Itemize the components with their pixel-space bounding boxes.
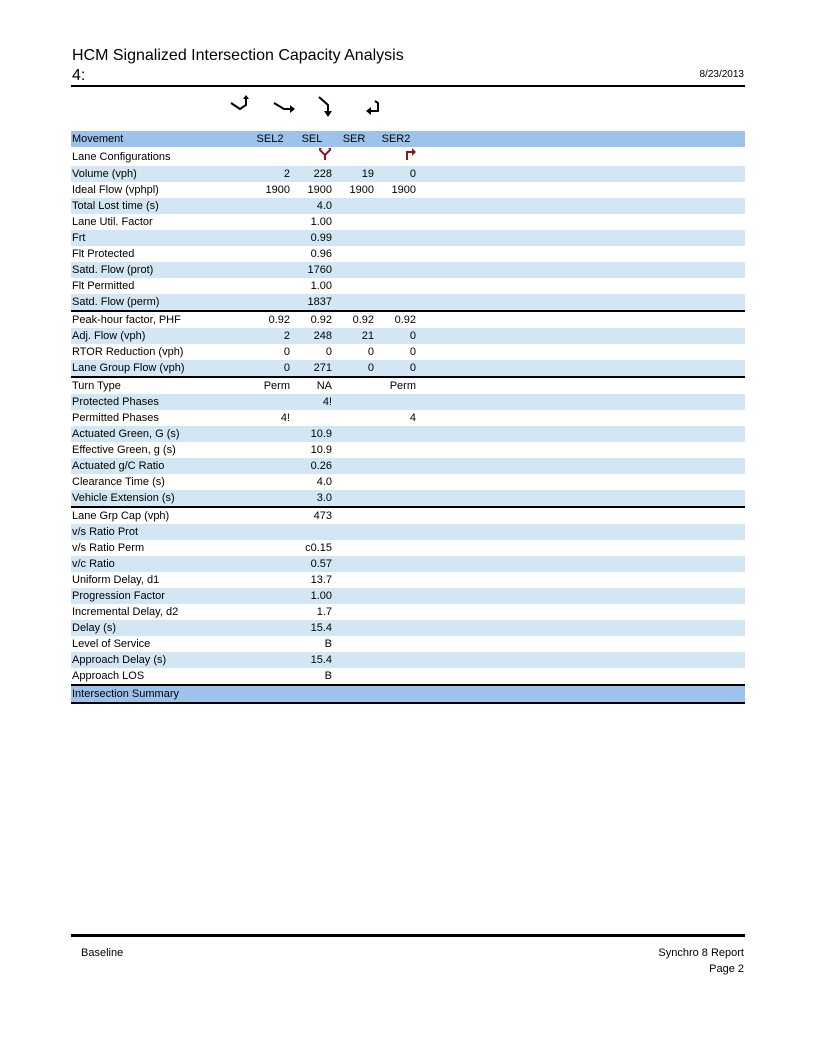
- cell-value: [250, 556, 292, 572]
- row-label: Permitted Phases: [72, 412, 159, 424]
- row-label: Clearance Time (s): [72, 476, 165, 488]
- cell-value: [376, 474, 418, 490]
- cell-value: 1900: [265, 184, 290, 196]
- cell-value: [376, 262, 418, 278]
- cell-value: [376, 588, 418, 604]
- cell-value: [250, 394, 292, 410]
- cell-value: [334, 572, 376, 588]
- cell-value: 2: [250, 166, 292, 182]
- cell-value: [376, 246, 418, 262]
- row-label: Effective Green, g (s): [72, 444, 176, 456]
- row-label: Actuated g/C Ratio: [71, 458, 216, 474]
- row-label: Lane Grp Cap (vph): [71, 507, 216, 524]
- row-label: v/s Ratio Prot: [71, 524, 216, 540]
- cell-value: 4!: [280, 412, 290, 424]
- table-row: [71, 572, 745, 588]
- row-label: Ideal Flow (vphpl): [72, 184, 159, 196]
- bear-right-icon: [272, 93, 296, 123]
- cell-value: 1.00: [310, 216, 332, 228]
- column-header: SER2: [376, 131, 418, 147]
- cell-value: [250, 507, 292, 524]
- row-label: Uniform Delay, d1: [72, 574, 160, 586]
- cell-value: 0: [367, 346, 374, 358]
- cell-value: [250, 278, 292, 294]
- table-row: [71, 540, 745, 556]
- cell-value: [376, 572, 418, 588]
- intersection-id: 4:: [72, 67, 86, 84]
- cell-value: 10.9: [310, 444, 332, 456]
- movement-icons: [0, 93, 816, 123]
- cell-value: 0.96: [310, 248, 332, 260]
- cell-value: 0: [376, 166, 418, 182]
- cell-value: 1.00: [292, 588, 334, 604]
- footer-page: Page 2: [709, 963, 744, 975]
- cell-value: [376, 620, 418, 636]
- cell-value: [250, 246, 292, 262]
- u-turn-right-icon: [361, 93, 385, 123]
- cell-value: [334, 262, 376, 278]
- cell-value: [334, 474, 376, 490]
- row-label: Vehicle Extension (s): [71, 490, 216, 507]
- cell-value: [334, 230, 376, 246]
- cell-value: [250, 230, 292, 246]
- row-label: Frt: [71, 230, 216, 246]
- cell-value: [376, 556, 418, 572]
- cell-value: 0: [325, 346, 332, 358]
- cell-value: [250, 604, 292, 620]
- cell-value: [250, 474, 292, 490]
- cell-value: Perm: [250, 377, 292, 394]
- cell-value: 1900: [349, 184, 374, 196]
- lane-sel-icon: [318, 147, 332, 161]
- cell-value: [334, 588, 376, 604]
- table-header-row: [71, 131, 745, 147]
- cell-value: [250, 620, 292, 636]
- cell-value: [250, 490, 292, 507]
- cell-value: [334, 507, 376, 524]
- table-row: [71, 524, 745, 540]
- row-label: Approach LOS: [72, 670, 145, 682]
- table-row: [71, 294, 745, 311]
- cell-value: 271: [292, 360, 334, 377]
- row-label: Actuated Green, G (s): [71, 426, 216, 442]
- lane-config-icon: [292, 147, 334, 166]
- cell-value: [334, 442, 376, 458]
- row-label: Adj. Flow (vph): [71, 328, 216, 344]
- cell-value: [376, 198, 418, 214]
- cell-value: NA: [292, 377, 334, 394]
- cell-value: [334, 668, 376, 685]
- cell-value: [376, 604, 418, 620]
- cell-value: [292, 410, 334, 426]
- row-label: Delay (s): [71, 620, 216, 636]
- cell-value: [292, 524, 334, 540]
- cell-value: c0.15: [305, 542, 332, 554]
- table-row: [71, 410, 745, 426]
- cell-value: [376, 652, 418, 668]
- row-label: Satd. Flow (prot): [71, 262, 216, 278]
- table-row: [71, 458, 745, 474]
- cell-value: 21: [334, 328, 376, 344]
- footer-report: Synchro 8 Report: [658, 947, 744, 959]
- cell-value: 0: [409, 346, 416, 358]
- cell-value: 0.92: [250, 311, 292, 328]
- cell-value: [334, 604, 376, 620]
- row-label: Lane Configurations: [72, 150, 171, 163]
- table-row: [71, 147, 745, 166]
- cell-value: 0.92: [292, 311, 334, 328]
- table-row: [71, 668, 745, 685]
- cell-value: 228: [292, 166, 334, 182]
- cell-value: 0.57: [292, 556, 334, 572]
- cell-value: [334, 198, 376, 214]
- cell-value: [334, 147, 376, 166]
- cell-value: [376, 458, 418, 474]
- table-row: [71, 328, 745, 344]
- table-row: [71, 262, 745, 278]
- cell-value: [250, 668, 292, 685]
- lane-ser2-icon: [404, 147, 416, 161]
- table-row: [71, 360, 745, 377]
- table-row: [71, 214, 745, 230]
- report-date: 8/23/2013: [699, 69, 744, 80]
- cell-value: [376, 294, 418, 311]
- row-label: Approach Delay (s): [71, 652, 216, 668]
- cell-value: [334, 524, 376, 540]
- cell-value: [376, 442, 418, 458]
- table-row: [71, 344, 745, 360]
- cell-value: [334, 214, 376, 230]
- cell-value: [250, 147, 292, 166]
- cell-value: [376, 636, 418, 652]
- cell-value: [250, 588, 292, 604]
- cell-value: [376, 507, 418, 524]
- row-label: Peak-hour factor, PHF: [71, 311, 216, 328]
- cell-value: 0.92: [376, 311, 418, 328]
- cell-value: 15.4: [292, 620, 334, 636]
- cell-value: 0.92: [334, 311, 376, 328]
- cell-value: [250, 442, 292, 458]
- cell-value: [334, 294, 376, 311]
- intersection-summary-label: Intersection Summary: [71, 685, 745, 703]
- cell-value: [334, 394, 376, 410]
- cell-value: [334, 620, 376, 636]
- row-label: Progression Factor: [71, 588, 216, 604]
- cell-value: [250, 540, 292, 556]
- cell-value: 15.4: [292, 652, 334, 668]
- row-label: Volume (vph): [71, 166, 216, 182]
- table-row: [71, 620, 745, 636]
- row-label: Level of Service: [72, 638, 151, 650]
- table-row: [71, 182, 745, 198]
- cell-value: Perm: [376, 377, 418, 394]
- table-row: [71, 166, 745, 182]
- row-label: Protected Phases: [71, 394, 216, 410]
- u-turn-left-icon: [228, 93, 252, 123]
- cell-value: 1.00: [310, 280, 332, 292]
- cell-value: 0: [250, 360, 292, 377]
- column-header: Movement: [71, 131, 216, 147]
- row-label: Incremental Delay, d2: [72, 606, 179, 618]
- cell-value: [250, 524, 292, 540]
- cell-value: [334, 426, 376, 442]
- footer-scenario: Baseline: [81, 947, 124, 959]
- cell-value: 19: [334, 166, 376, 182]
- cell-value: [334, 540, 376, 556]
- cell-value: B: [324, 670, 332, 682]
- footer-rule: [71, 934, 745, 937]
- table-row: [71, 507, 745, 524]
- cell-value: 0: [376, 360, 418, 377]
- cell-value: [334, 458, 376, 474]
- cell-value: [376, 426, 418, 442]
- cell-value: 1760: [292, 262, 334, 278]
- table-row: [71, 278, 745, 294]
- intersection-summary-row: [71, 685, 745, 703]
- row-label: Satd. Flow (perm): [71, 294, 216, 311]
- cell-value: [250, 426, 292, 442]
- cell-value: [376, 214, 418, 230]
- table-row: [71, 246, 745, 262]
- row-label: v/s Ratio Perm: [72, 542, 145, 554]
- cell-value: 0: [283, 346, 290, 358]
- cell-value: [250, 652, 292, 668]
- table-row: [71, 652, 745, 668]
- cell-value: 0.99: [292, 230, 334, 246]
- cell-value: [334, 246, 376, 262]
- cell-value: [250, 458, 292, 474]
- table-row: [71, 442, 745, 458]
- cell-value: 1837: [292, 294, 334, 311]
- right-turn-down-icon: [316, 93, 340, 123]
- table-row: [71, 230, 745, 246]
- table-row: [71, 556, 745, 572]
- cell-value: 4: [409, 412, 416, 424]
- cell-value: 2: [250, 328, 292, 344]
- cell-value: 0: [334, 360, 376, 377]
- cell-value: 0: [376, 328, 418, 344]
- table-row: [71, 474, 745, 490]
- cell-value: [376, 668, 418, 685]
- capacity-table: [71, 131, 745, 704]
- cell-value: 4!: [292, 394, 334, 410]
- cell-value: [250, 636, 292, 652]
- cell-value: [334, 652, 376, 668]
- column-header: SER: [334, 131, 376, 147]
- cell-value: [376, 230, 418, 246]
- cell-value: 1.7: [316, 606, 332, 618]
- table-row: [71, 490, 745, 507]
- cell-value: [334, 490, 376, 507]
- cell-value: 3.0: [292, 490, 334, 507]
- table-row: [71, 394, 745, 410]
- column-header: SEL2: [250, 131, 292, 147]
- header-rule: [71, 85, 745, 87]
- cell-value: [334, 636, 376, 652]
- cell-value: 0.26: [292, 458, 334, 474]
- cell-value: 4.0: [316, 476, 332, 488]
- cell-value: 248: [292, 328, 334, 344]
- cell-value: [250, 572, 292, 588]
- row-label: Lane Util. Factor: [72, 216, 153, 228]
- row-label: RTOR Reduction (vph): [72, 346, 184, 358]
- cell-value: 10.9: [292, 426, 334, 442]
- cell-value: [250, 198, 292, 214]
- row-label: Flt Permitted: [72, 280, 135, 292]
- cell-value: 4.0: [292, 198, 334, 214]
- cell-value: B: [324, 638, 332, 650]
- cell-value: [250, 294, 292, 311]
- cell-value: [376, 540, 418, 556]
- table-row: [71, 426, 745, 442]
- cell-value: [376, 490, 418, 507]
- table-row: [71, 311, 745, 328]
- cell-value: [334, 278, 376, 294]
- cell-value: [376, 524, 418, 540]
- cell-value: [376, 278, 418, 294]
- table-row: [71, 377, 745, 394]
- cell-value: 1900: [391, 184, 416, 196]
- row-label: Turn Type: [71, 377, 216, 394]
- table-row: [71, 636, 745, 652]
- cell-value: [376, 394, 418, 410]
- row-label: Flt Protected: [72, 248, 135, 260]
- cell-value: 13.7: [310, 574, 332, 586]
- row-label: v/c Ratio: [71, 556, 216, 572]
- cell-value: 1900: [307, 184, 332, 196]
- lane-config-icon: [376, 147, 418, 166]
- cell-value: [334, 377, 376, 394]
- column-header: SEL: [292, 131, 334, 147]
- cell-value: [250, 262, 292, 278]
- cell-value: [334, 556, 376, 572]
- table-row: [71, 588, 745, 604]
- table-row: [71, 198, 745, 214]
- cell-value: [250, 214, 292, 230]
- table-row: [71, 604, 745, 620]
- page-title: HCM Signalized Intersection Capacity Analysis: [72, 47, 404, 64]
- cell-value: 473: [292, 507, 334, 524]
- row-label: Total Lost time (s): [71, 198, 216, 214]
- cell-value: [334, 410, 376, 426]
- row-label: Lane Group Flow (vph): [71, 360, 216, 377]
